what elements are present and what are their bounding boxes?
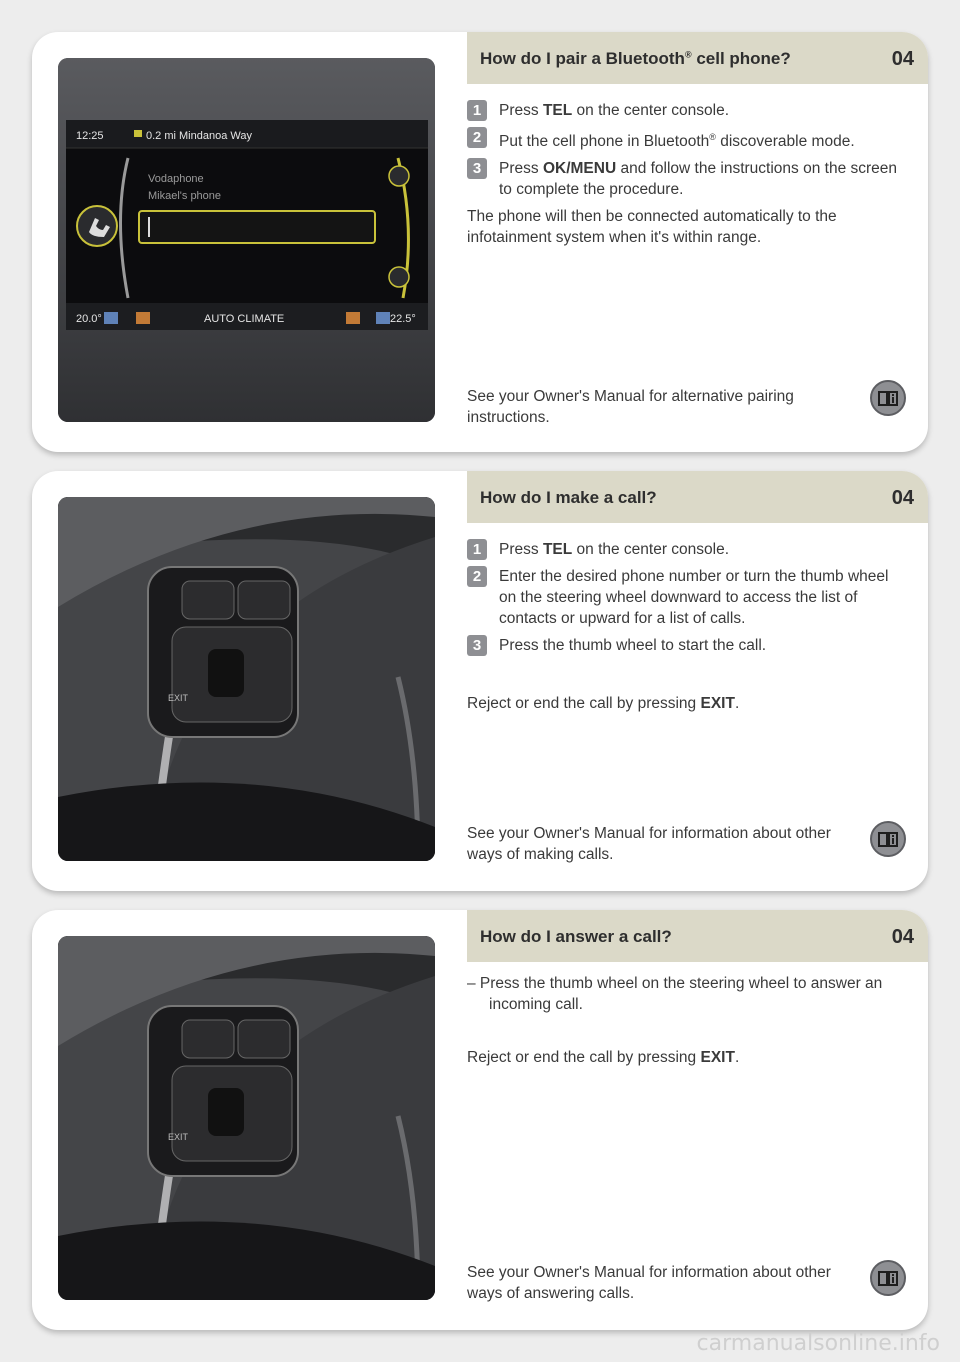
exit-button-label: EXIT <box>168 693 189 703</box>
chapter-number: 04 <box>891 926 914 948</box>
step-item: 2 Put the cell phone in Bluetooth® discoverable mode. <box>467 127 907 152</box>
steering-wheel-controls-illustration <box>58 497 435 861</box>
reject-note: Reject or end the call by pressing EXIT. <box>467 1049 740 1066</box>
section-header <box>467 910 928 962</box>
manual-reference-text: See your Owner's Manual for information about other ways of answering calls. <box>467 1264 831 1302</box>
screen-climate-label: AUTO CLIMATE <box>204 313 285 325</box>
screen-time: 12:25 <box>76 130 104 142</box>
step-item: 2 Enter the desired phone number or turn the thumb wheel on the steering wheel downward to access the list of contacts or upward for a list of calls. <box>467 566 907 629</box>
step-badge: 3 <box>467 635 487 656</box>
screen-carrier: Vodaphone <box>148 173 204 185</box>
reject-note: Reject or end the call by pressing EXIT. <box>467 695 740 712</box>
steering-wheel-controls-illustration <box>58 936 435 1300</box>
owners-manual-icon <box>870 1260 906 1296</box>
step-item: 3 Press OK/MENU and follow the instructions on the screen to complete the procedure. <box>467 158 907 200</box>
section-title: How do I answer a call? <box>480 927 672 946</box>
manual-reference-text: See your Owner's Manual for information about other ways of making calls. <box>467 825 831 863</box>
section-title: How do I pair a Bluetooth® cell phone? <box>480 49 791 68</box>
exit-button-label: EXIT <box>168 1132 189 1142</box>
step-item: 1 Press TEL on the center console. <box>467 100 907 121</box>
step-list <box>467 100 907 206</box>
info-note: The phone will then be connected automatically to the infotainment system when it's within range. <box>467 208 837 246</box>
owners-manual-icon <box>870 821 906 857</box>
steering-wheel-photo <box>58 497 435 861</box>
step-item: 3 Press the thumb wheel to start the call. <box>467 635 907 656</box>
step-item: 1 Press TEL on the center console. <box>467 539 907 560</box>
step-list <box>467 539 907 662</box>
screen-temp-left: 20.0° <box>76 313 102 325</box>
infotainment-screen-photo <box>58 58 435 422</box>
owners-manual-icon <box>870 380 906 416</box>
step-badge: 2 <box>467 127 487 148</box>
manual-reference-text: See your Owner's Manual for alternative pairing instructions. <box>467 388 794 426</box>
section-header <box>467 32 928 84</box>
chapter-number: 04 <box>891 48 914 70</box>
screen-phone-name: Mikael's phone <box>148 190 222 202</box>
step-badge: 1 <box>467 539 487 560</box>
instruction-item: – Press the thumb wheel on the steering wheel to answer an incoming call. <box>467 975 883 1013</box>
steering-wheel-photo <box>58 936 435 1300</box>
section-pair-bluetooth <box>32 32 928 452</box>
section-title: How do I make a call? <box>480 488 657 507</box>
infotainment-screen-illustration <box>58 58 435 422</box>
chapter-number: 04 <box>891 487 914 509</box>
screen-temp-right: 22.5° <box>390 313 416 325</box>
step-badge: 3 <box>467 158 487 179</box>
section-answer-call <box>32 910 928 1330</box>
watermark: carmanualsonline.info <box>696 1331 940 1356</box>
step-badge: 1 <box>467 100 487 121</box>
section-make-call <box>32 471 928 891</box>
section-header <box>467 471 928 523</box>
step-badge: 2 <box>467 566 487 587</box>
screen-nav-distance: 0.2 mi Mindanoa Way <box>146 130 252 142</box>
